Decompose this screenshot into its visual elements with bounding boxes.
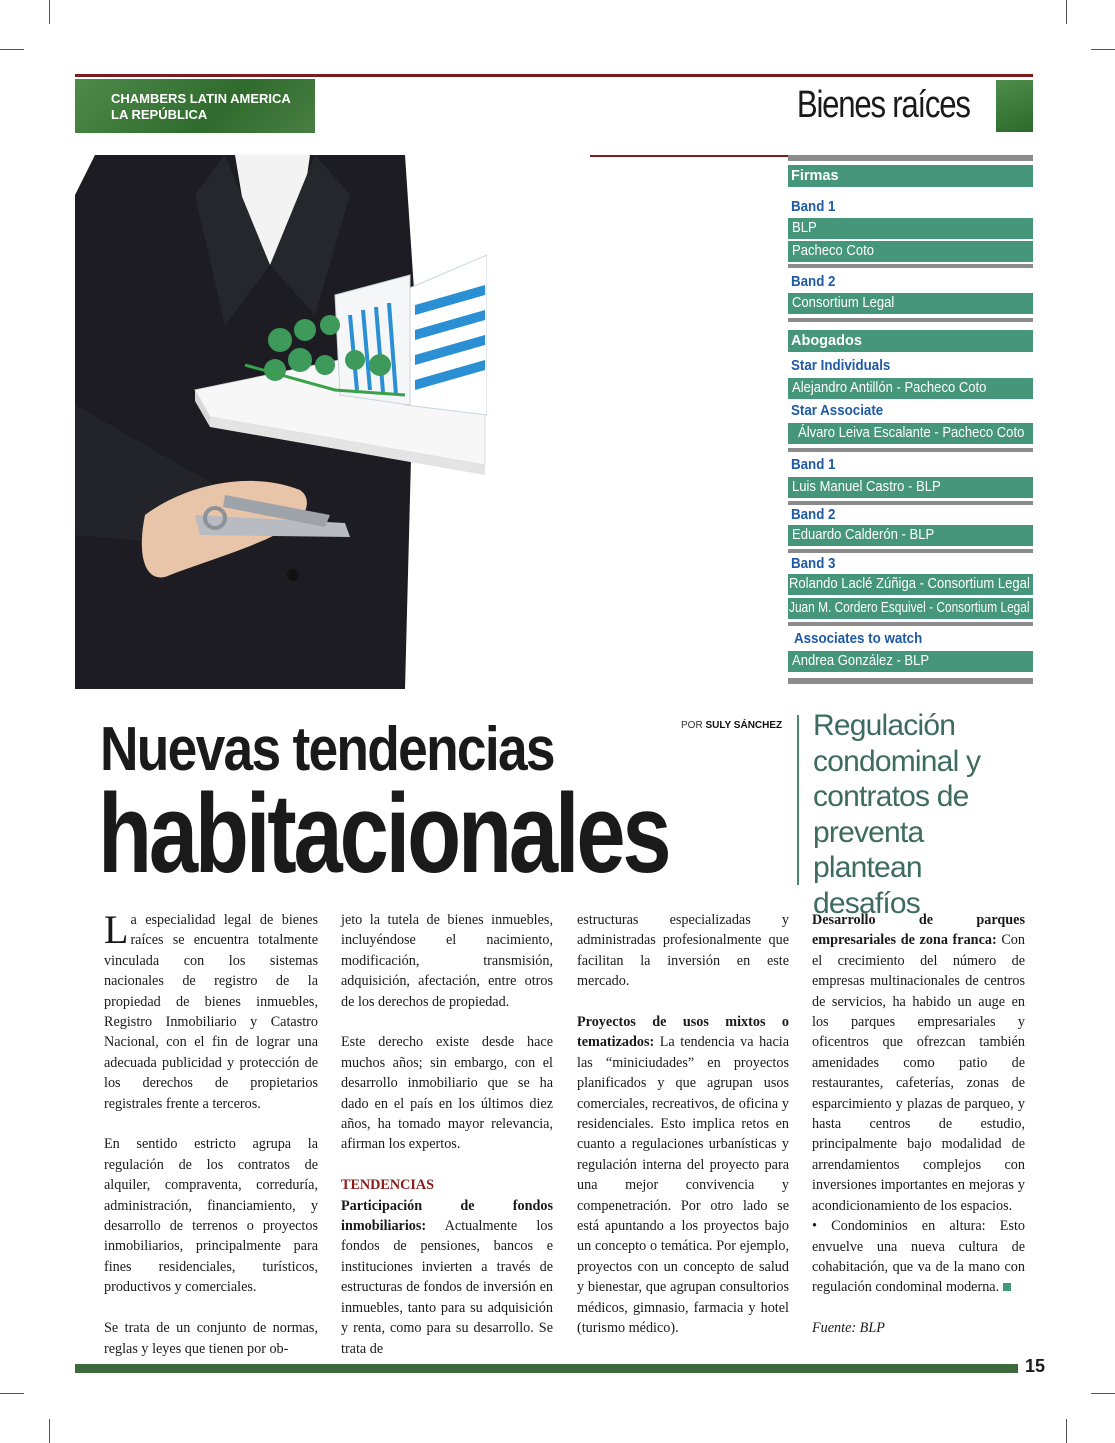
kicker-line-1: CHAMBERS LATIN AMERICA — [111, 91, 291, 106]
paragraph: En sentido estricto agrupa la regulación de los contratos de alquiler, compraventa, correduría, administración, financiamiento, y desarrollo de terrenos o proyectos inmobiliarios, principalmente para fines residenciales, turísticos, productivos y comerciales. — [104, 1136, 318, 1296]
paragraph: • Condominios en altura: Esto envuelve una nueva cultura de cohabitación, que va de la mano con regulación condominal moderna. — [812, 1218, 1025, 1296]
band-label: Band 2 — [791, 507, 836, 523]
sidebar-top-rule — [788, 155, 1033, 161]
ranking-item: Pacheco Coto — [788, 241, 1033, 262]
ranking-item: Consortium Legal — [788, 293, 1033, 314]
paragraph: a especialidad legal de bienes raíces se encuentra totalmente vinculada con los sistemas nacionales de registro de la propiedad de bienes inmuebles, Registro Inmobiliario y Catastro Nacional, con el fin de lograr una adecuada publicidad y protección de los derechos de propietarios registrales frente a terceros. — [104, 912, 318, 1112]
ranking-item: BLP — [788, 218, 1033, 239]
section-accent-block — [996, 80, 1033, 132]
kicker-line-2: LA REPÚBLICA — [111, 107, 208, 122]
section-heading: TENDENCIAS — [341, 1177, 435, 1194]
paragraph-lead: Proyectos de usos mixtos o tematizados: — [577, 1014, 789, 1051]
ranking-item: Juan M. Cordero Esquivel - Consortium Legal — [788, 598, 1033, 619]
band-label: Band 1 — [791, 199, 836, 215]
article-column-2 — [341, 910, 553, 1379]
ranking-item: Alejandro Antillón - Pacheco Coto — [788, 378, 1033, 399]
section-title: Bienes raíces — [797, 84, 970, 126]
band-label: Star Associate — [791, 403, 884, 419]
band-label: Band 2 — [791, 274, 836, 290]
article-column-1 — [104, 907, 318, 1379]
paragraph: Con el crecimiento del número de empresas multinacionales de centros de servicios, ha habido un auge en los parques empresariales y oficentros que ofrezcan también amenidades como patio de restaurantes, cafeterías, zonas de esparcimiento y plazas de parqueo, y hasta centros de estudio, principalmente bajo modalidad de arrendamientos complejos con inversiones importantes en mejoras y acondicionamiento de los espacios. — [812, 932, 1025, 1214]
sidebar-divider — [788, 264, 1033, 268]
sidebar-divider — [788, 549, 1033, 553]
crop-mark — [1091, 1393, 1115, 1394]
sidebar-divider — [788, 622, 1033, 626]
paragraph: Se trata de un conjunto de normas, reglas y leyes que tienen por ob- — [104, 1320, 318, 1357]
ranking-item: Andrea González - BLP — [788, 651, 1033, 672]
sidebar-divider — [788, 318, 1033, 322]
source-credit: Fuente: BLP — [812, 1320, 885, 1337]
crop-mark — [1066, 1419, 1067, 1443]
sidebar-heading-firmas: Firmas — [788, 165, 1033, 187]
headline-line-2: habitacionales — [98, 771, 669, 896]
paragraph: estructuras especializadas y administradas profesionalmente que facilitan la inversión en este mercado. — [577, 912, 789, 990]
paragraph: Este derecho existe desde hace muchos años; sin embargo, con el desarrollo inmobiliario que se ha dado en el país en los últimos diez años, ha tomado mayor relevancia, afirman los expertos. — [341, 1034, 553, 1153]
ranking-item: Luis Manuel Castro - BLP — [788, 477, 1033, 498]
header-rule — [75, 74, 1033, 77]
article-column-3 — [577, 910, 789, 1359]
crop-mark — [1066, 0, 1067, 24]
paragraph-lead: Desarrollo de parques empresariales de zona franca: — [812, 912, 1025, 949]
article-column-4 — [812, 910, 1025, 1339]
publication-kicker — [75, 79, 315, 133]
crop-mark — [49, 1419, 50, 1443]
crop-mark — [49, 0, 50, 24]
band-label: Band 3 — [791, 556, 836, 572]
paragraph: Actualmente los fondos de pensiones, bancos e instituciones invierten a través de estructuras de fondos de inversión en inmuebles, tanto para su adquisición y renta, como para su desarrollo. Se trata de — [341, 1218, 553, 1357]
businesswoman-holding-model-and-keys-image — [75, 155, 487, 689]
page-number: 15 — [1025, 1356, 1046, 1376]
sidebar-bottom-rule — [788, 678, 1033, 684]
crop-mark — [0, 49, 24, 50]
sidebar-divider — [788, 501, 1033, 505]
byline: POR SULY SÁNCHEZ — [681, 720, 783, 731]
paragraph-lead: Participación de fondos inmobiliarios: — [341, 1197, 553, 1235]
hero-photo — [75, 155, 487, 689]
sidebar-heading-abogados: Abogados — [788, 330, 1033, 352]
drop-cap: L — [104, 907, 129, 952]
crop-mark — [0, 1393, 24, 1394]
subtitle-rule — [797, 715, 799, 885]
end-mark-icon — [1003, 1283, 1011, 1291]
band-label: Associates to watch — [794, 631, 923, 647]
subtitle: Regulación condominal y contratos de preventa plantean desafíos — [813, 709, 981, 920]
band-label: Star Individuals — [791, 358, 891, 374]
ranking-item: Rolando Laclé Zúñiga - Consortium Legal — [788, 574, 1033, 595]
sidebar-divider — [788, 448, 1033, 452]
ranking-item: Álvaro Leiva Escalante - Pacheco Coto — [788, 423, 1033, 444]
footer-bar — [75, 1364, 1018, 1373]
crop-mark — [1091, 49, 1115, 50]
band-label: Band 1 — [791, 457, 836, 473]
headline-line-1: Nuevas tendencias — [100, 715, 554, 784]
paragraph: jeto la tutela de bienes inmuebles, incluyéndose el nacimiento, modificación, transmisión, adquisición, afectación, entre otros de los derechos de propiedad. — [341, 912, 553, 1010]
paragraph: La tendencia va hacia las “miniciudades” en proyectos planificados y que agrupan usos comerciales, recreativos, de oficina y residenciales. Esto implica retos en cuanto a regulaciones urbanísticas y regulación interna del proyecto para una mejor convivencia y compenetración. Por otro lado se está apuntando a los proyectos bajo un concepto o temática. Por ejemplo, proyectos con un concepto de salud y bienestar, que agrupan consultorios médicos, gimnasio, farmacia y hotel (turismo médico). — [577, 1034, 789, 1337]
ranking-item: Eduardo Calderón - BLP — [788, 525, 1033, 546]
